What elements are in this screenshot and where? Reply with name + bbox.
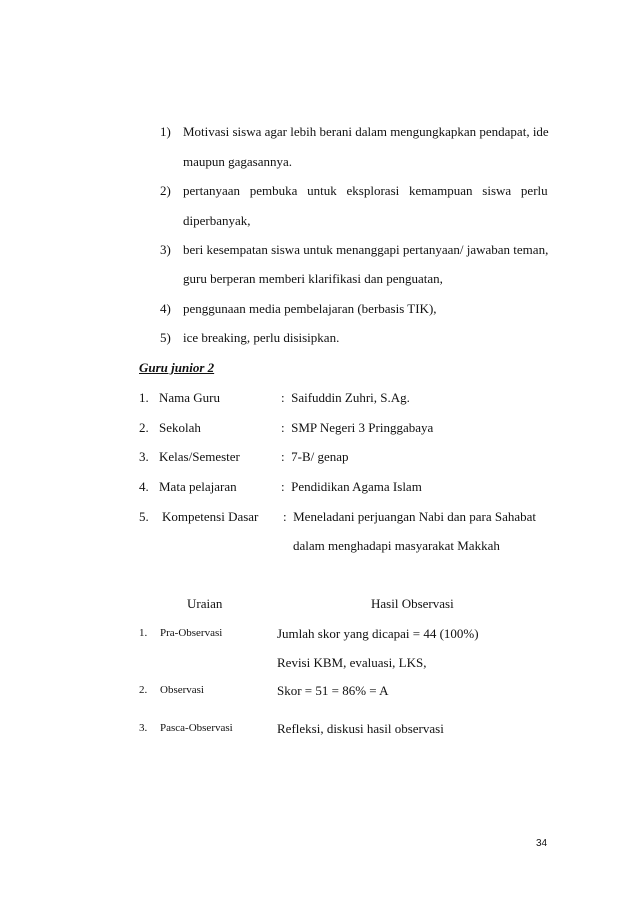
row-number: 2. <box>139 684 148 696</box>
row-value: Revisi KBM, evaluasi, LKS, <box>277 655 427 670</box>
identity-number: 4. <box>139 479 149 494</box>
identity-label: Mata pelajaran <box>159 479 237 494</box>
row-label: Pra-Observasi <box>160 627 223 639</box>
identity-label: Kompetensi Dasar <box>162 509 259 524</box>
identity-value: : Meneladani perjuangan Nabi dan para Sahabat <box>283 509 537 524</box>
list-number: 3) <box>160 242 171 257</box>
list-number: 2) <box>160 183 171 198</box>
list-text: diperbanyak, <box>183 213 251 228</box>
identity-label: Nama Guru <box>159 390 221 405</box>
identity-label: Sekolah <box>159 420 201 435</box>
list-text: ice breaking, perlu disisipkan. <box>183 330 340 345</box>
row-label: Pasca-Observasi <box>160 722 233 734</box>
list-number: 4) <box>160 301 171 316</box>
identity-number: 3. <box>139 449 149 464</box>
row-value: Refleksi, diskusi hasil observasi <box>277 721 444 736</box>
list-text: guru berperan memberi klarifikasi dan penguatan, <box>183 271 443 286</box>
list-number: 1) <box>160 124 171 139</box>
identity-value: : SMP Negeri 3 Pringgabaya <box>281 420 434 435</box>
identity-label: Kelas/Semester <box>159 449 240 464</box>
page-number: 34 <box>536 838 548 849</box>
row-value: Skor = 51 = 86% = A <box>277 683 389 698</box>
identity-number: 5. <box>139 509 149 524</box>
row-number: 1. <box>139 627 148 639</box>
section-heading: Guru junior 2 <box>139 360 215 375</box>
identity-number: 2. <box>139 420 149 435</box>
identity-number: 1. <box>139 390 149 405</box>
row-number: 3. <box>139 722 148 734</box>
list-text: Motivasi siswa agar lebih berani dalam mengungkapkan pendapat, ide <box>183 124 549 139</box>
row-label: Observasi <box>160 684 204 696</box>
list-text: maupun gagasannya. <box>183 154 293 169</box>
identity-value-continued: dalam menghadapi masyarakat Makkah <box>293 538 500 553</box>
row-value: Jumlah skor yang dicapai = 44 (100%) <box>277 626 479 641</box>
list-text: beri kesempatan siswa untuk menanggapi pertanyaan/ jawaban teman, <box>183 242 549 257</box>
list-text: penggunaan media pembelajaran (berbasis TIK), <box>183 301 437 316</box>
list-text: pertanyaan pembuka untuk eksplorasi kemampuan siswa perlu <box>183 183 548 198</box>
table-header-hasil: Hasil Observasi <box>371 596 454 611</box>
identity-value: : 7-B/ genap <box>281 449 349 464</box>
identity-value: : Pendidikan Agama Islam <box>281 479 422 494</box>
list-number: 5) <box>160 330 171 345</box>
identity-value: : Saifuddin Zuhri, S.Ag. <box>281 390 410 405</box>
table-header-uraian: Uraian <box>187 596 223 611</box>
